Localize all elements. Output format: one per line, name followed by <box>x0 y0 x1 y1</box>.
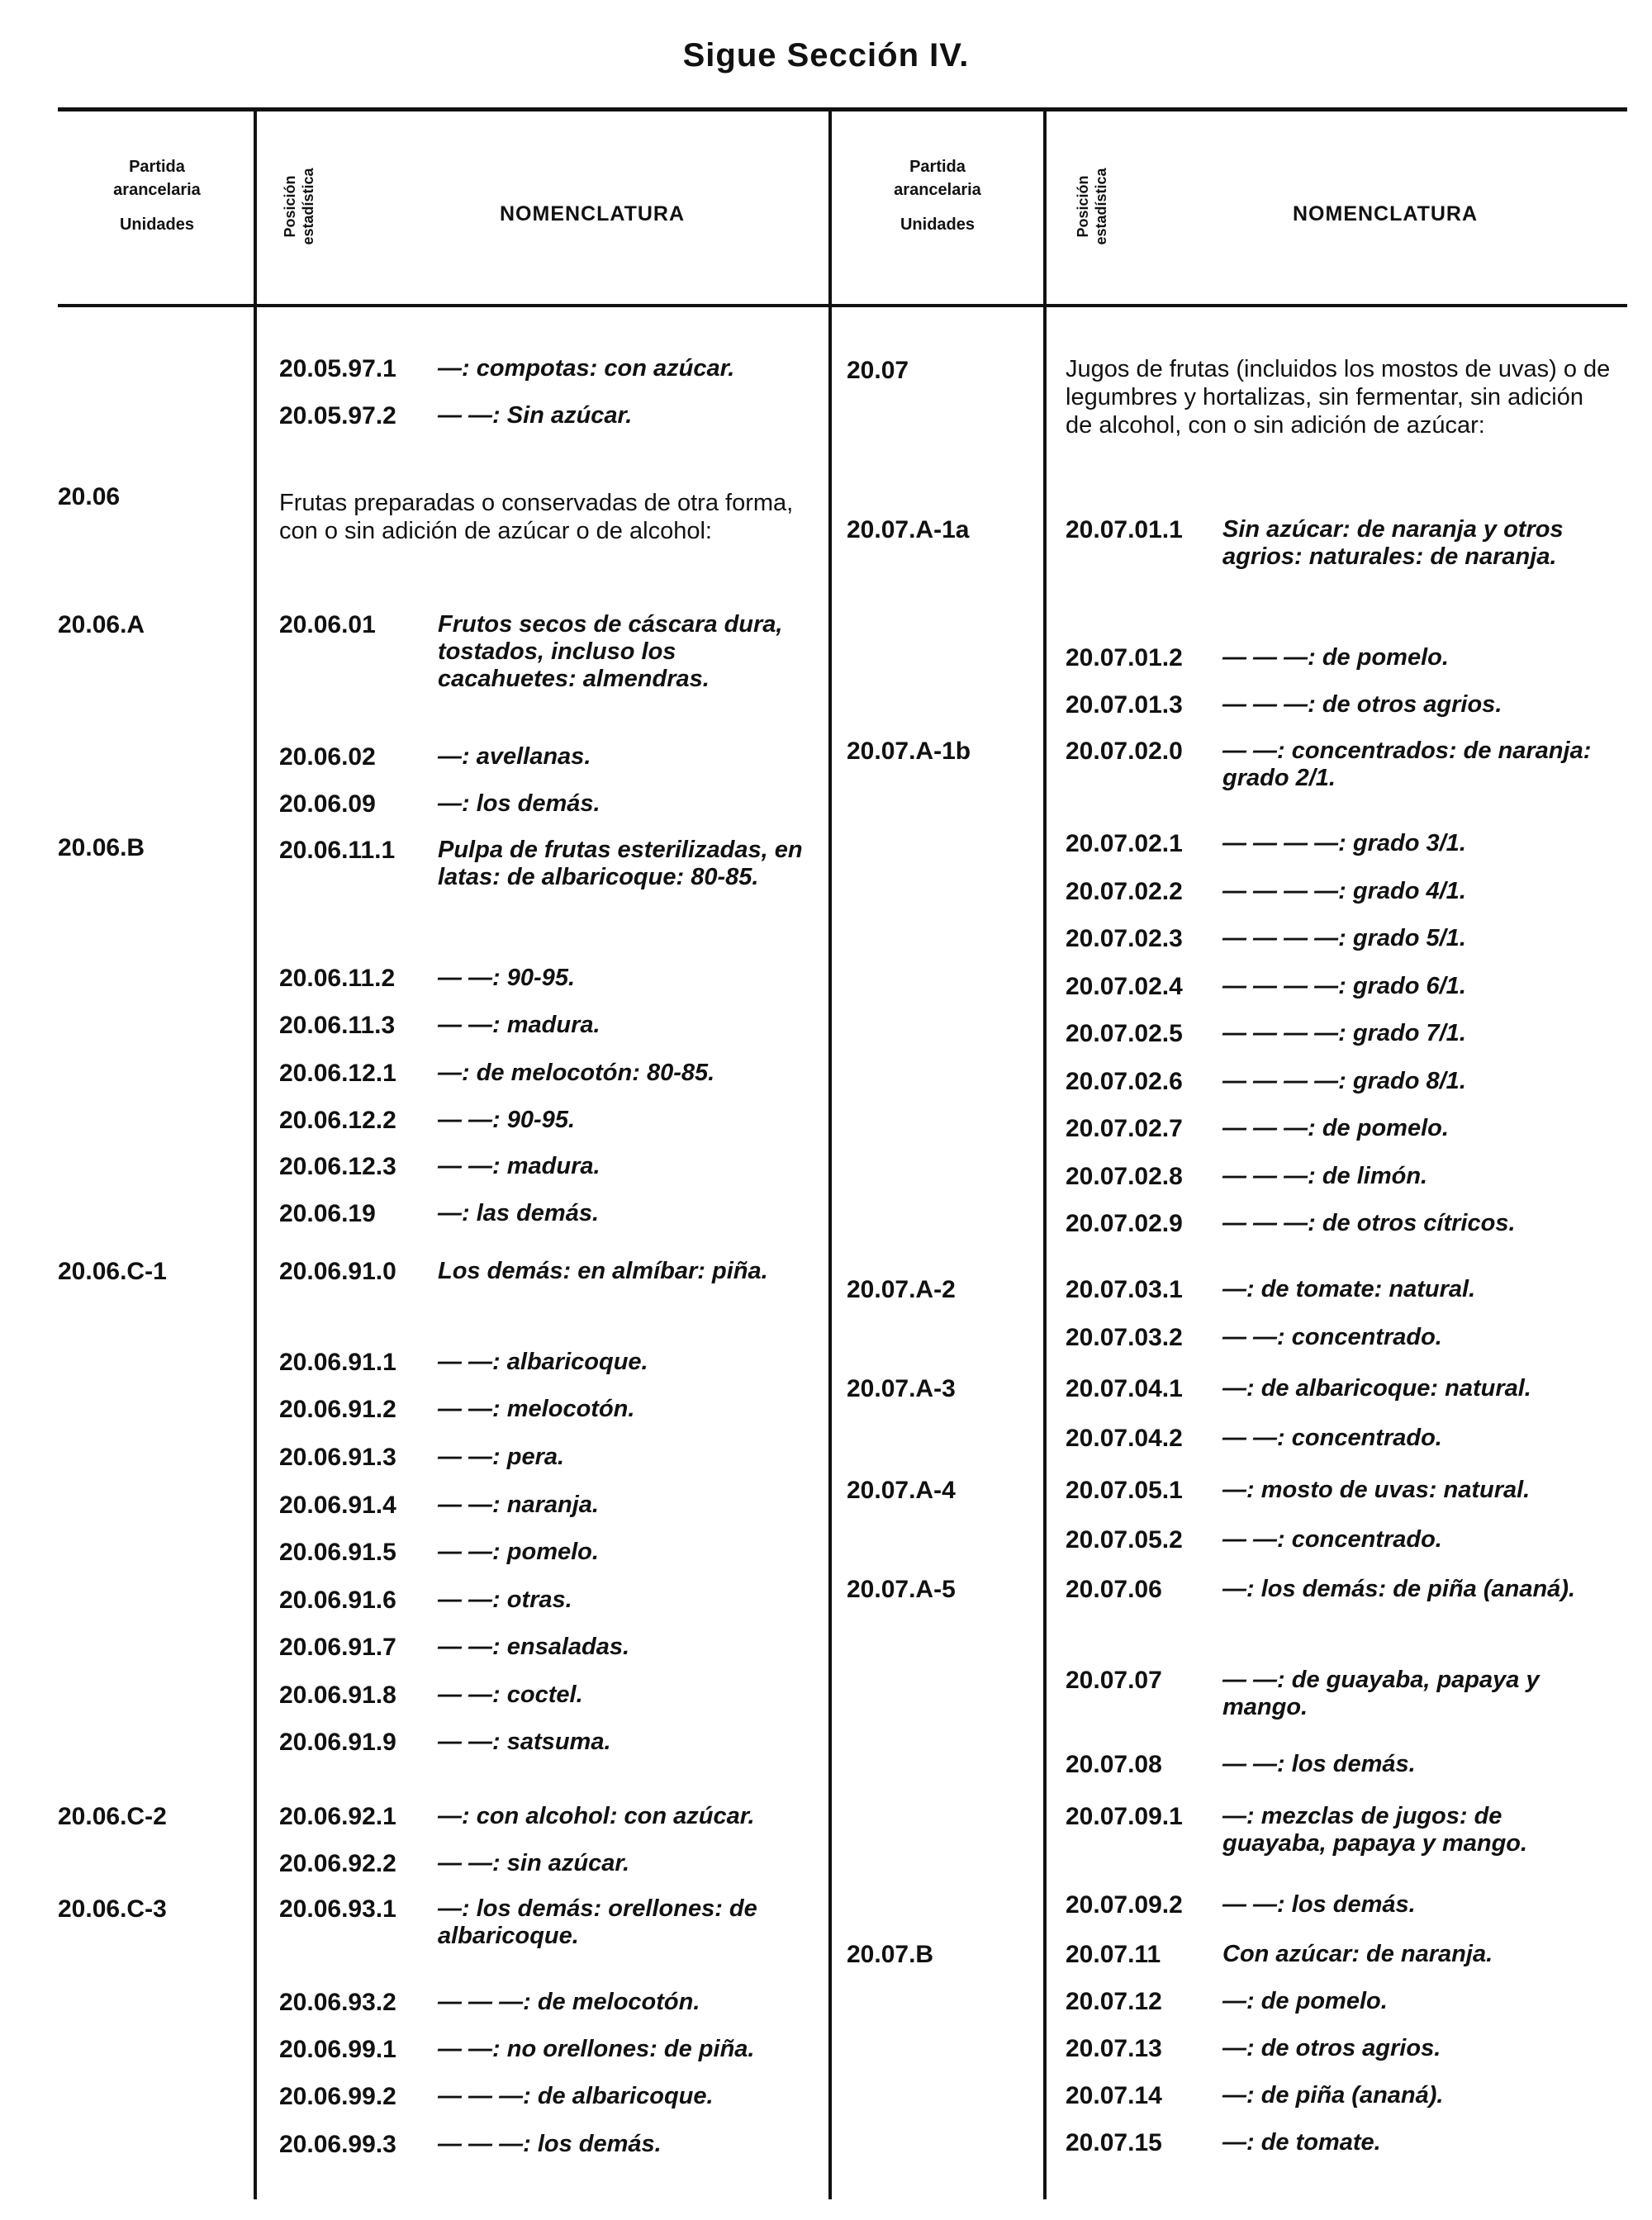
nomenclatura-text: — — —: de albaricoque. <box>438 2083 714 2109</box>
header-rule <box>58 304 1627 307</box>
posicion-code: 20.06.91.1 <box>279 1349 396 1376</box>
posicion-code: 20.07.09.2 <box>1066 1891 1183 1919</box>
nomenclatura-text: — — —: los demás. <box>438 2131 662 2157</box>
nomenclatura-text: — —: concentrado. <box>1222 1324 1442 1350</box>
nomenclatura-text: —: de tomate: natural. <box>1222 1276 1476 1302</box>
nomenclatura-text: —: avellanas. <box>438 743 591 770</box>
nomenclatura-text: — —: concentrado. <box>1222 1425 1442 1451</box>
nomenclatura-text: — — — —: grado 4/1. <box>1222 878 1466 904</box>
nomenclatura-text: — — —: de limón. <box>1222 1163 1428 1189</box>
posicion-code: 20.06.09 <box>279 790 376 818</box>
nomenclatura-text: — — —: de otros agrios. <box>1222 691 1502 718</box>
nomenclatura-text: —: de pomelo. <box>1222 1988 1388 2014</box>
partida-code: 20.07.A-5 <box>847 1576 956 1603</box>
posicion-code: 20.05.97.1 <box>279 355 396 382</box>
posicion-code: 20.06.93.2 <box>279 1989 396 2016</box>
posicion-code: 20.07.05.1 <box>1066 1477 1183 1504</box>
posicion-code: 20.06.11.3 <box>279 1012 396 1039</box>
posicion-code: 20.07.07 <box>1066 1667 1162 1694</box>
nomenclatura-text: — —: madura. <box>438 1012 601 1038</box>
nomenclatura-text: — —: los demás. <box>1222 1751 1416 1777</box>
nomenclatura-text: — —: albaricoque. <box>438 1349 648 1375</box>
posicion-code: 20.07.02.0 <box>1066 738 1183 765</box>
posicion-code: 20.07.02.6 <box>1066 1068 1183 1095</box>
posicion-code: 20.07.03.2 <box>1066 1324 1183 1351</box>
posicion-code: 20.06.11.2 <box>279 965 396 992</box>
nomenclatura-text: —: los demás. <box>438 790 601 817</box>
posicion-code: 20.06.19 <box>279 1200 376 1227</box>
header-nomenclatura: NOMENCLATURA <box>500 202 686 225</box>
nomenclatura-text: — —: melocotón. <box>438 1396 635 1422</box>
posicion-code: 20.07.01.3 <box>1066 691 1183 719</box>
header-partida: Partida arancelaria Unidades <box>113 158 201 234</box>
header-partida: Partida arancelaria Unidades <box>894 158 981 234</box>
partida-code: 20.06.C-3 <box>58 1895 167 1923</box>
top-rule <box>58 107 1627 111</box>
posicion-code: 20.06.99.3 <box>279 2131 396 2158</box>
nomenclatura-text: —: con alcohol: con azúcar. <box>438 1803 755 1829</box>
nomenclatura-text: — —: Sin azúcar. <box>438 402 633 429</box>
posicion-code: 20.07.02.8 <box>1066 1163 1183 1190</box>
heading-20-07: Jugos de frutas (incluidos los mostos de uvas) o de legumbres y hortalizas, sin fermentar, sin adición de alcohol, con o sin adición de azúcar: <box>1066 356 1611 439</box>
header-nomenclatura: NOMENCLATURA <box>1293 202 1479 225</box>
posicion-code: 20.07.01.1 <box>1066 516 1183 543</box>
posicion-code: 20.07.04.2 <box>1066 1425 1183 1452</box>
posicion-code: 20.06.91.4 <box>279 1492 396 1519</box>
posicion-code: 20.06.91.8 <box>279 1682 396 1709</box>
nomenclatura-text: Con azúcar: de naranja. <box>1222 1941 1493 1967</box>
nomenclatura-text: — — — —: grado 6/1. <box>1222 973 1466 999</box>
posicion-code: 20.06.92.1 <box>279 1803 396 1830</box>
nomenclatura-text: — — —: de melocotón. <box>438 1989 700 2015</box>
nomenclatura-text: Sin azúcar: de naranja y otros agrios: naturales: de naranja. <box>1222 516 1564 570</box>
posicion-code: 20.07.14 <box>1066 2082 1162 2109</box>
nomenclatura-text: —: de piña (ananá). <box>1222 2082 1444 2109</box>
nomenclatura-text: Frutos secos de cáscara dura, tostados, incluso los cacahuetes: almendras. <box>438 611 783 692</box>
nomenclatura-text: — —: concentrado. <box>1222 1526 1442 1553</box>
posicion-code: 20.06.91.6 <box>279 1587 396 1614</box>
nomenclatura-text: — —: de guayaba, papaya y mango. <box>1222 1667 1540 1720</box>
nomenclatura-text: — —: 90-95. <box>438 1107 575 1133</box>
nomenclatura-text: —: de otros agrios. <box>1222 2035 1441 2061</box>
nomenclatura-text: — —: sin azúcar. <box>438 1850 630 1876</box>
posicion-code: 20.07.06 <box>1066 1576 1162 1603</box>
posicion-code: 20.06.91.3 <box>279 1444 396 1471</box>
nomenclatura-text: — —: ensaladas. <box>438 1634 630 1660</box>
posicion-code: 20.06.92.2 <box>279 1850 396 1877</box>
nomenclatura-text: — — — —: grado 5/1. <box>1222 925 1466 951</box>
partida-code: 20.06.A <box>58 611 145 638</box>
nomenclatura-text: — —: pomelo. <box>438 1539 599 1565</box>
column-divider <box>254 110 257 2199</box>
nomenclatura-text: Pulpa de frutas esterilizadas, en latas: de albaricoque: 80-85. <box>438 837 803 890</box>
nomenclatura-text: —: compotas: con azúcar. <box>438 355 735 382</box>
posicion-code: 20.06.91.0 <box>279 1258 396 1285</box>
posicion-code: 20.07.02.5 <box>1066 1020 1183 1047</box>
partida-code: 20.06.B <box>58 834 145 861</box>
posicion-code: 20.07.02.1 <box>1066 830 1183 857</box>
posicion-code: 20.05.97.2 <box>279 402 396 429</box>
posicion-code: 20.07.09.1 <box>1066 1803 1183 1830</box>
posicion-code: 20.07.04.1 <box>1066 1375 1183 1402</box>
nomenclatura-text: — —: pera. <box>438 1444 565 1470</box>
page-title: Sigue Sección IV. <box>682 37 970 74</box>
nomenclatura-text: — —: los demás. <box>1222 1891 1416 1918</box>
posicion-code: 20.06.99.2 <box>279 2083 396 2110</box>
posicion-code: 20.07.03.1 <box>1066 1276 1183 1303</box>
posicion-code: 20.06.93.1 <box>279 1895 396 1923</box>
posicion-code: 20.06.12.1 <box>279 1060 396 1087</box>
partida-code: 20.07.A-1b <box>847 738 971 765</box>
heading-20-06: Frutas preparadas o conservadas de otra forma, con o sin adición de azúcar o de alcohol: <box>279 490 794 544</box>
nomenclatura-text: —: mosto de uvas: natural. <box>1222 1477 1531 1503</box>
nomenclatura-text: — —: coctel. <box>438 1682 583 1708</box>
partida-code: 20.07.A-3 <box>847 1375 956 1402</box>
nomenclatura-text: — —: 90-95. <box>438 965 575 991</box>
posicion-code: 20.06.02 <box>279 743 376 771</box>
posicion-code: 20.06.91.9 <box>279 1729 396 1756</box>
nomenclatura-text: —: los demás: de piña (ananá). <box>1222 1576 1576 1602</box>
partida-code: 20.07.A-2 <box>847 1276 956 1303</box>
nomenclatura-text: — — — —: grado 8/1. <box>1222 1068 1466 1094</box>
posicion-code: 20.07.05.2 <box>1066 1526 1183 1554</box>
posicion-code: 20.06.91.5 <box>279 1539 396 1566</box>
partida-code: 20.06.C-2 <box>58 1803 167 1830</box>
nomenclatura-text: — —: madura. <box>438 1153 601 1179</box>
partida-code: 20.07.A-4 <box>847 1477 956 1504</box>
partida-code: 20.06.C-1 <box>58 1258 167 1285</box>
nomenclatura-text: — — — —: grado 7/1. <box>1222 1020 1466 1046</box>
posicion-code: 20.07.02.4 <box>1066 973 1183 1000</box>
posicion-code: 20.06.91.2 <box>279 1396 396 1423</box>
posicion-code: 20.07.02.2 <box>1066 878 1183 905</box>
nomenclatura-text: — — —: de pomelo. <box>1222 644 1449 671</box>
partida-code: 20.06 <box>58 483 121 510</box>
nomenclatura-text: — —: no orellones: de piña. <box>438 2036 755 2062</box>
nomenclatura-text: — —: satsuma. <box>438 1729 611 1755</box>
nomenclatura-text: —: las demás. <box>438 1200 600 1226</box>
nomenclatura-text: —: de albaricoque: natural. <box>1222 1375 1531 1402</box>
nomenclatura-text: —: los demás: orellones: de albaricoque. <box>438 1895 757 1949</box>
column-divider <box>1043 110 1047 2199</box>
posicion-code: 20.07.02.7 <box>1066 1115 1183 1142</box>
nomenclatura-text: Los demás: en almíbar: piña. <box>438 1258 768 1284</box>
posicion-code: 20.06.12.3 <box>279 1153 396 1180</box>
nomenclatura-text: — — —: de pomelo. <box>1222 1115 1449 1141</box>
posicion-code: 20.07.12 <box>1066 1988 1162 2015</box>
posicion-code: 20.07.01.2 <box>1066 644 1183 671</box>
partida-code: 20.07.A-1a <box>847 516 970 543</box>
posicion-code: 20.07.13 <box>1066 2035 1162 2062</box>
nomenclatura-text: — — —: de otros cítricos. <box>1222 1210 1516 1236</box>
header-posicion: Posición estadística <box>1075 168 1109 245</box>
nomenclatura-text: —: de tomate. <box>1222 2129 1381 2156</box>
posicion-code: 20.06.11.1 <box>279 837 396 864</box>
partida-code: 20.07.B <box>847 1941 934 1968</box>
posicion-code: 20.06.91.7 <box>279 1634 396 1661</box>
header-posicion: Posición estadística <box>282 168 316 245</box>
nomenclatura-text: — —: concentrados: de naranja: grado 2/1. <box>1222 738 1592 791</box>
posicion-code: 20.07.02.9 <box>1066 1210 1183 1237</box>
partida-code: 20.07 <box>847 357 909 384</box>
posicion-code: 20.07.08 <box>1066 1751 1162 1778</box>
nomenclatura-text: — — — —: grado 3/1. <box>1222 830 1466 856</box>
nomenclatura-text: — —: otras. <box>438 1587 572 1613</box>
posicion-code: 20.06.12.2 <box>279 1107 396 1134</box>
posicion-code: 20.06.01 <box>279 611 376 638</box>
nomenclatura-text: —: mezclas de jugos: de guayaba, papaya y mango. <box>1222 1803 1528 1857</box>
posicion-code: 20.07.15 <box>1066 2129 1162 2156</box>
nomenclatura-text: — —: naranja. <box>438 1492 599 1518</box>
column-divider <box>828 110 832 2199</box>
posicion-code: 20.07.02.3 <box>1066 925 1183 952</box>
posicion-code: 20.06.99.1 <box>279 2036 396 2063</box>
nomenclatura-text: —: de melocotón: 80-85. <box>438 1060 715 1086</box>
posicion-code: 20.07.11 <box>1066 1941 1161 1968</box>
